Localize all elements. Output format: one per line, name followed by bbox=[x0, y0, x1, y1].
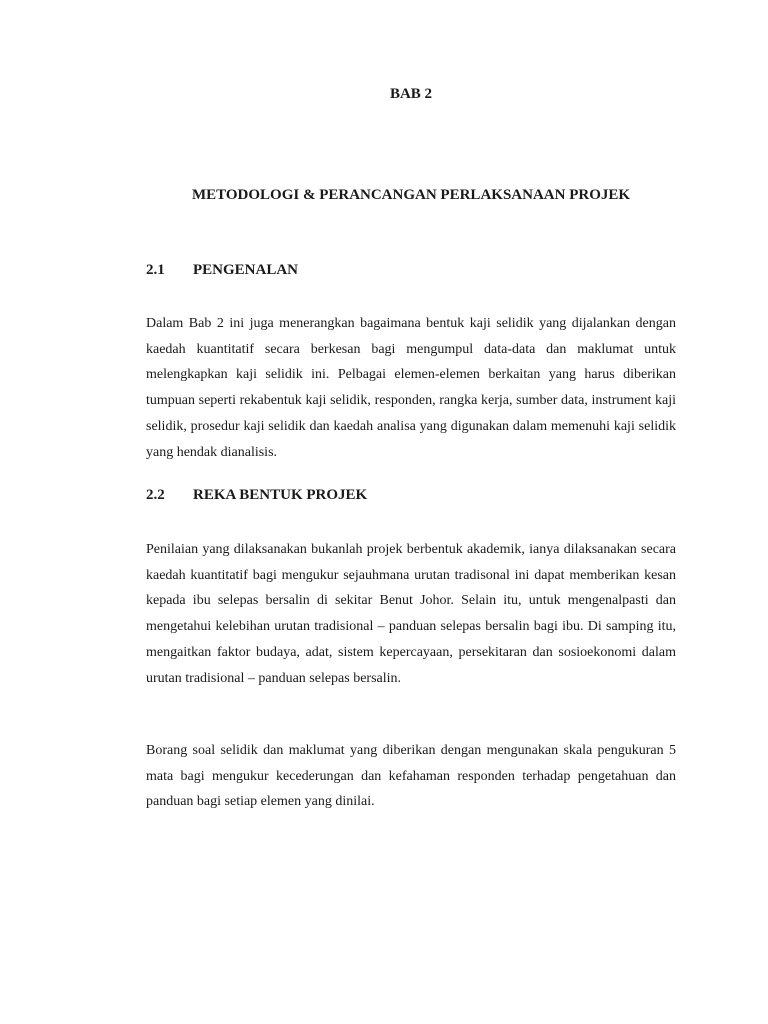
chapter-title: METODOLOGI & PERANCANGAN PERLAKSANAAN PROJEK bbox=[191, 187, 631, 203]
paragraph: Dalam Bab 2 ini juga menerangkan bagaimana bentuk kaji selidik yang dijalankan dengan kaedah kuantitatif secara berkesan bagi mengumpul data-data dan maklumat untuk melengkapkan kaji selidik ini. Pelbagai elemen-elemen berkaitan yang harus diberikan tumpuan seperti rekabentuk kaji selidik, responden, rangka kerja, sumber data, instrument kaji selidik, prosedur kaji selidik dan kaedah analisa yang digunakan dalam memenuhi kaji selidik yang hendak dianalisis. bbox=[146, 316, 676, 460]
paragraph: Penilaian yang dilaksanakan bukanlah projek berbentuk akademik, ianya dilaksanakan secara kaedah kuantitatif bagi mengukur sejauhmana urutan tradisonal ini dapat memberikan kesan kepada ibu selepas bersalin di sekitar Benut Johor. Selain itu, untuk mengenalpasti dan mengetahui kelebihan urutan tradisional – panduan selepas bersalin bagi ibu. Di samping itu, mengaitkan faktor budaya, adat, sistem kepercayaan, persekitaran dan sosioekonomi dalam urutan tradisional – panduan selepas bersalin. bbox=[146, 542, 676, 686]
paragraph: Borang soal selidik dan maklumat yang diberikan dengan mengunakan skala pengukuran 5 mata bagi mengukur kecederungan dan kefahaman responden terhadap pengetahuan dan panduan bagi setiap elemen yang dinilai. bbox=[146, 743, 676, 810]
section-title: REKA BENTUK PROJEK bbox=[193, 487, 368, 503]
section-title: PENGENALAN bbox=[193, 262, 299, 278]
section-heading-pengenalan bbox=[146, 262, 298, 279]
section-heading-reka-bentuk bbox=[146, 487, 367, 504]
chapter-heading: BAB 2 bbox=[389, 86, 433, 102]
section-number: 2.2 bbox=[146, 487, 165, 503]
section-number: 2.1 bbox=[146, 262, 165, 278]
